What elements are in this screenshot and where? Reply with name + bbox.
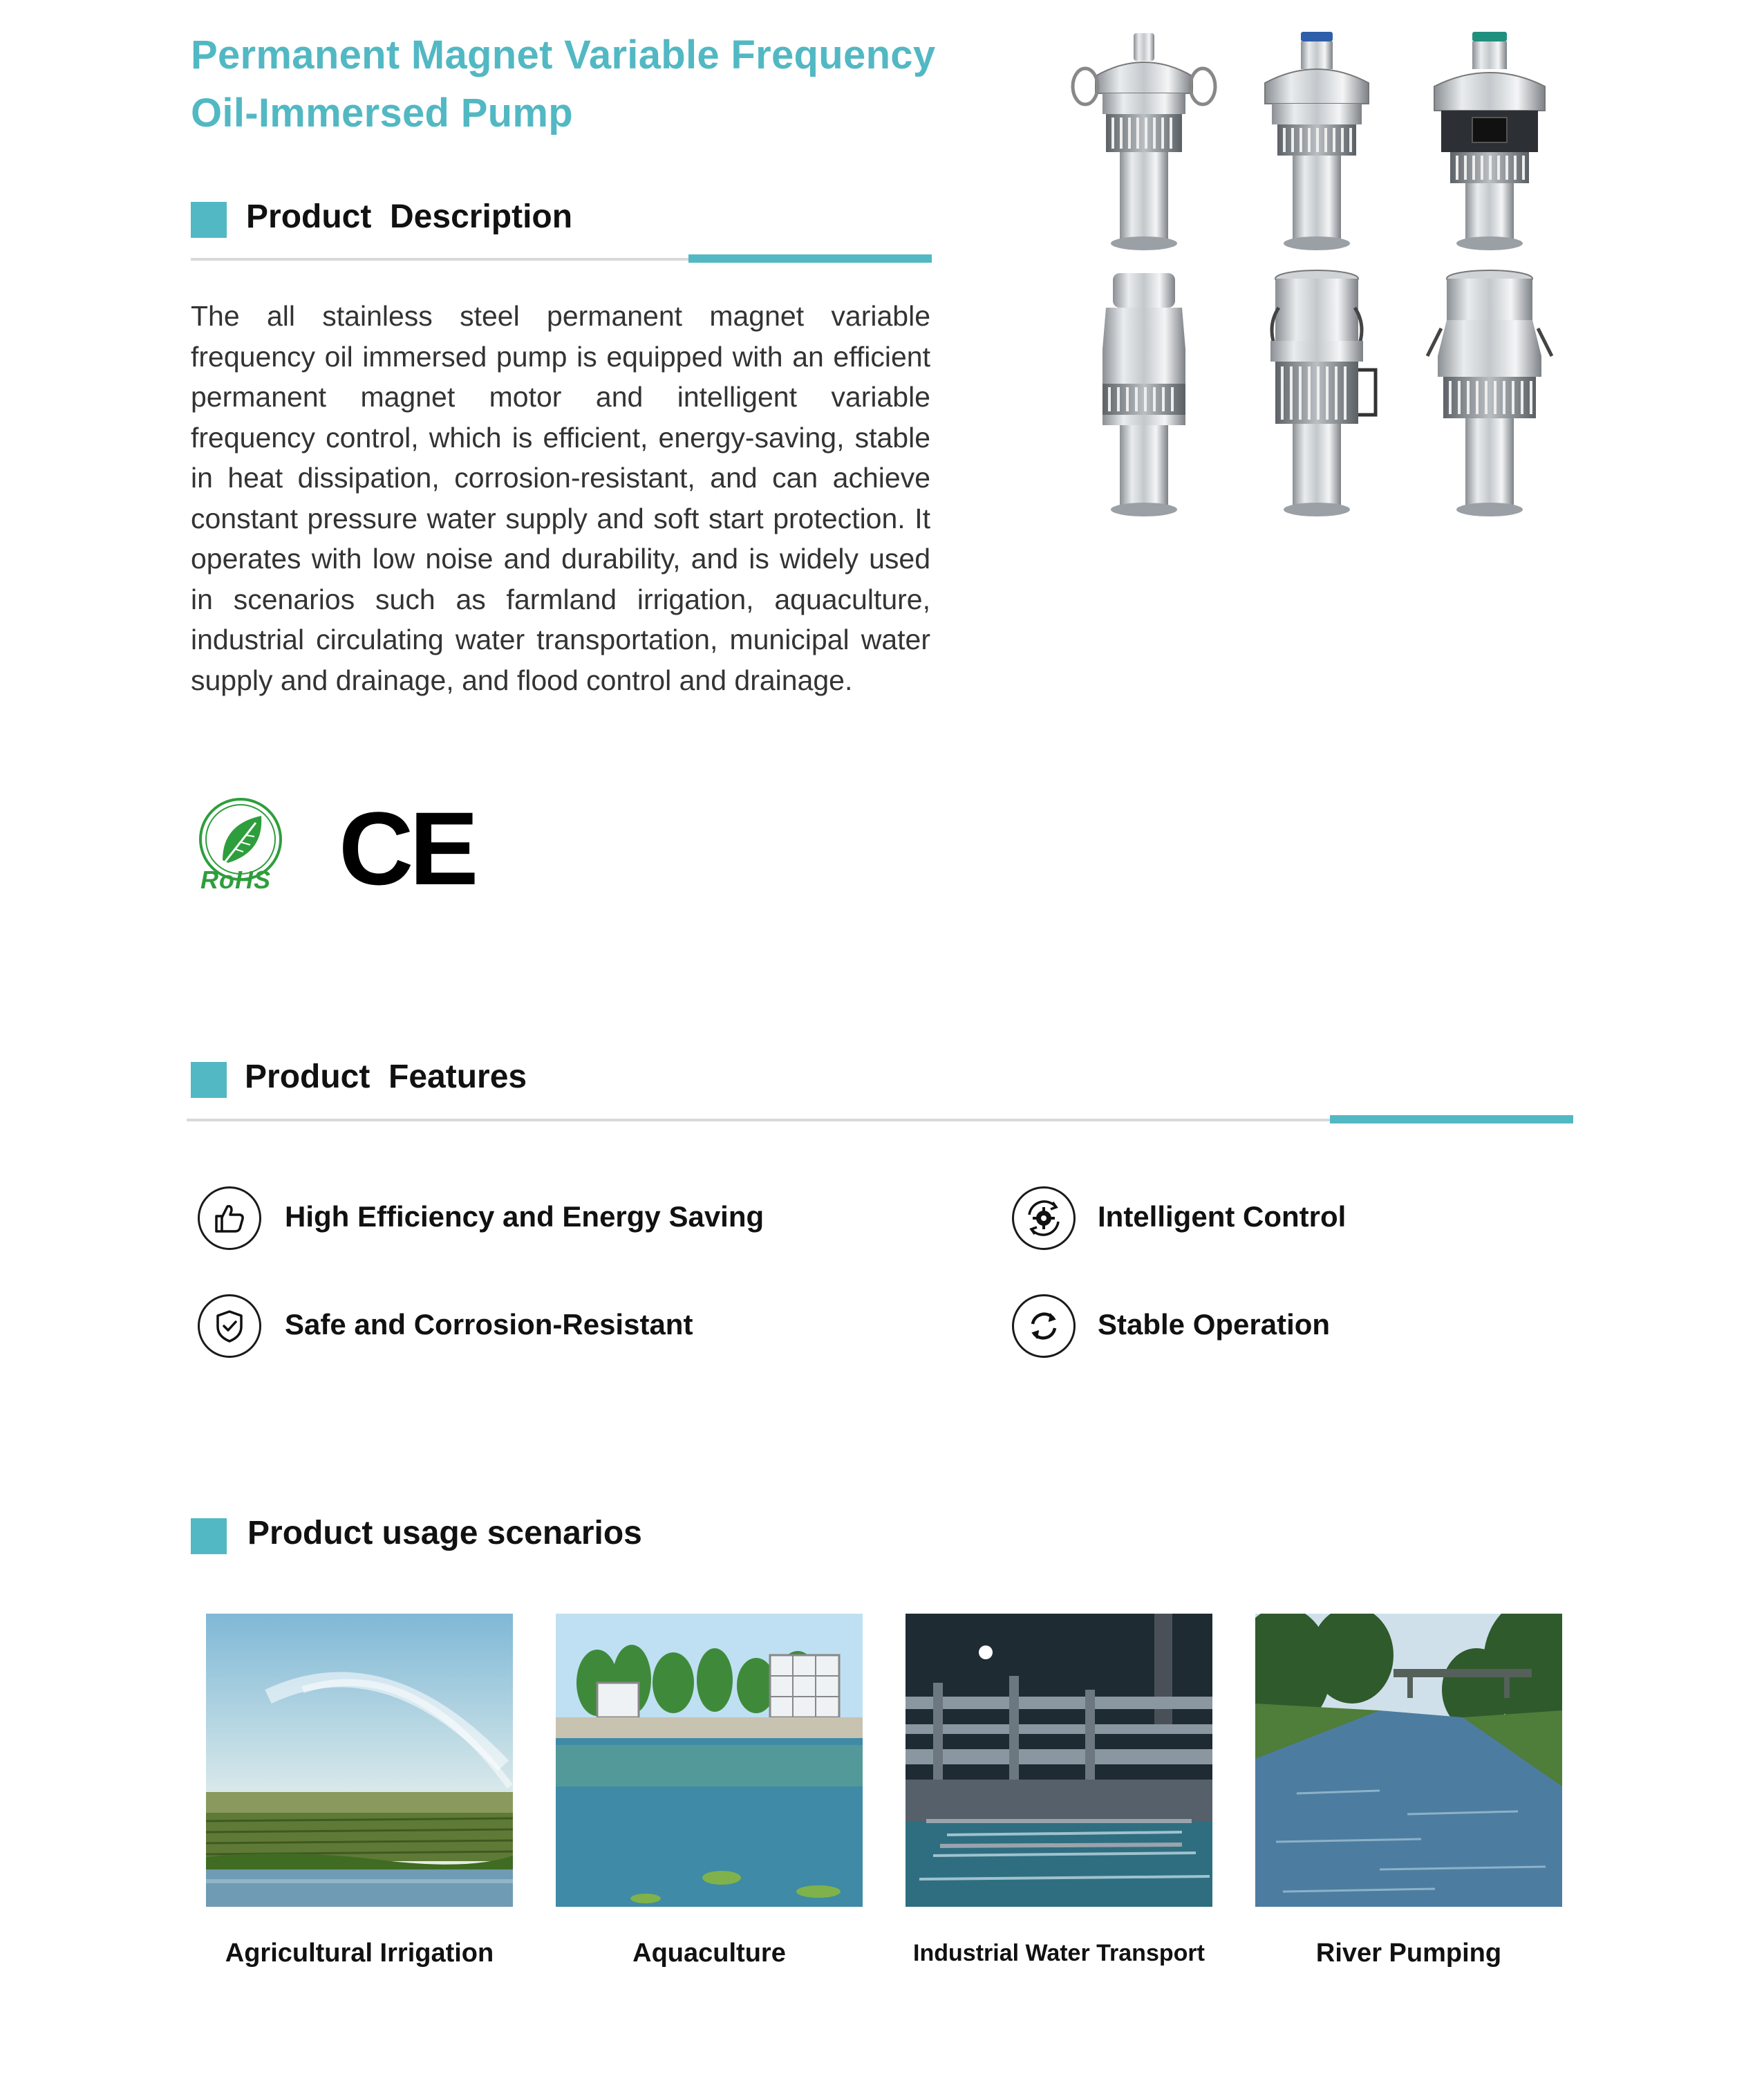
scenario-label-agricultural-irrigation: Agricultural Irrigation <box>225 1939 494 1968</box>
scenario-image-river-pumping <box>1255 1614 1562 1907</box>
feature-high-efficiency <box>198 1186 764 1250</box>
pump-image-6 <box>1410 266 1569 522</box>
feature-stable-operation <box>1012 1294 1331 1358</box>
features-divider-accent <box>1330 1115 1573 1123</box>
page-title-line-2: Oil-Immersed Pump <box>191 91 574 136</box>
feature-label: Safe and Corrosion-Resistant <box>285 1308 693 1341</box>
scenario-image-aquaculture <box>556 1614 863 1907</box>
page-title <box>191 26 993 142</box>
rohs-text: RoHS <box>200 866 271 894</box>
shield-check-icon <box>198 1294 261 1358</box>
scenario-label-industrial-water-transport: Industrial Water Transport <box>913 1940 1205 1966</box>
features-section-marker <box>191 1062 227 1098</box>
scenario-image-agricultural-irrigation <box>206 1614 513 1907</box>
ce-mark: CE <box>339 790 475 906</box>
scenario-label-aquaculture: Aquaculture <box>632 1939 786 1968</box>
scenario-label-river-pumping: River Pumping <box>1315 1939 1502 1968</box>
feature-label: High Efficiency and Energy Saving <box>285 1200 764 1233</box>
gear-cycle-icon <box>1012 1186 1076 1250</box>
feature-intelligent-control <box>1012 1186 1347 1250</box>
feature-label: Intelligent Control <box>1098 1200 1347 1233</box>
scenarios-heading: Product usage scenarios <box>247 1515 642 1551</box>
description-divider-accent <box>688 254 932 263</box>
feature-label: Stable Operation <box>1098 1308 1331 1341</box>
page-title-line-1: Permanent Magnet Variable Frequency <box>191 32 936 77</box>
pump-image-3 <box>1410 28 1569 256</box>
feature-safe-corrosion-resistant <box>198 1294 693 1358</box>
scenario-image-industrial-water-transport <box>906 1614 1212 1907</box>
description-heading: Product Description <box>246 198 573 235</box>
thumbs-up-icon <box>198 1186 261 1250</box>
pump-image-2 <box>1237 28 1396 256</box>
pump-image-1 <box>1064 28 1223 256</box>
refresh-icon <box>1012 1294 1076 1358</box>
pump-image-5 <box>1237 266 1396 522</box>
product-image-grid <box>1064 28 1576 525</box>
description-text: The all stainless steel permanent magnet variable frequency oil immersed pump is equipped with an efficient permanent magnet motor and intelligent variable frequency control, which is efficient, energy-saving, stable in heat dissipation, corrosion-resistant, and can achieve constant pressure water supply and soft start protection. It operates with low noise and durability, and is widely used in scenarios such as farmland irrigation, aquaculture, industrial circulating water transportation, municipal water supply and drainage, and flood control and drainage. <box>191 300 930 696</box>
pump-image-4 <box>1064 266 1223 522</box>
scenarios-section-marker <box>191 1518 227 1554</box>
features-heading: Product Features <box>245 1058 527 1095</box>
rohs-logo <box>195 796 286 893</box>
description-section-marker <box>191 202 227 238</box>
